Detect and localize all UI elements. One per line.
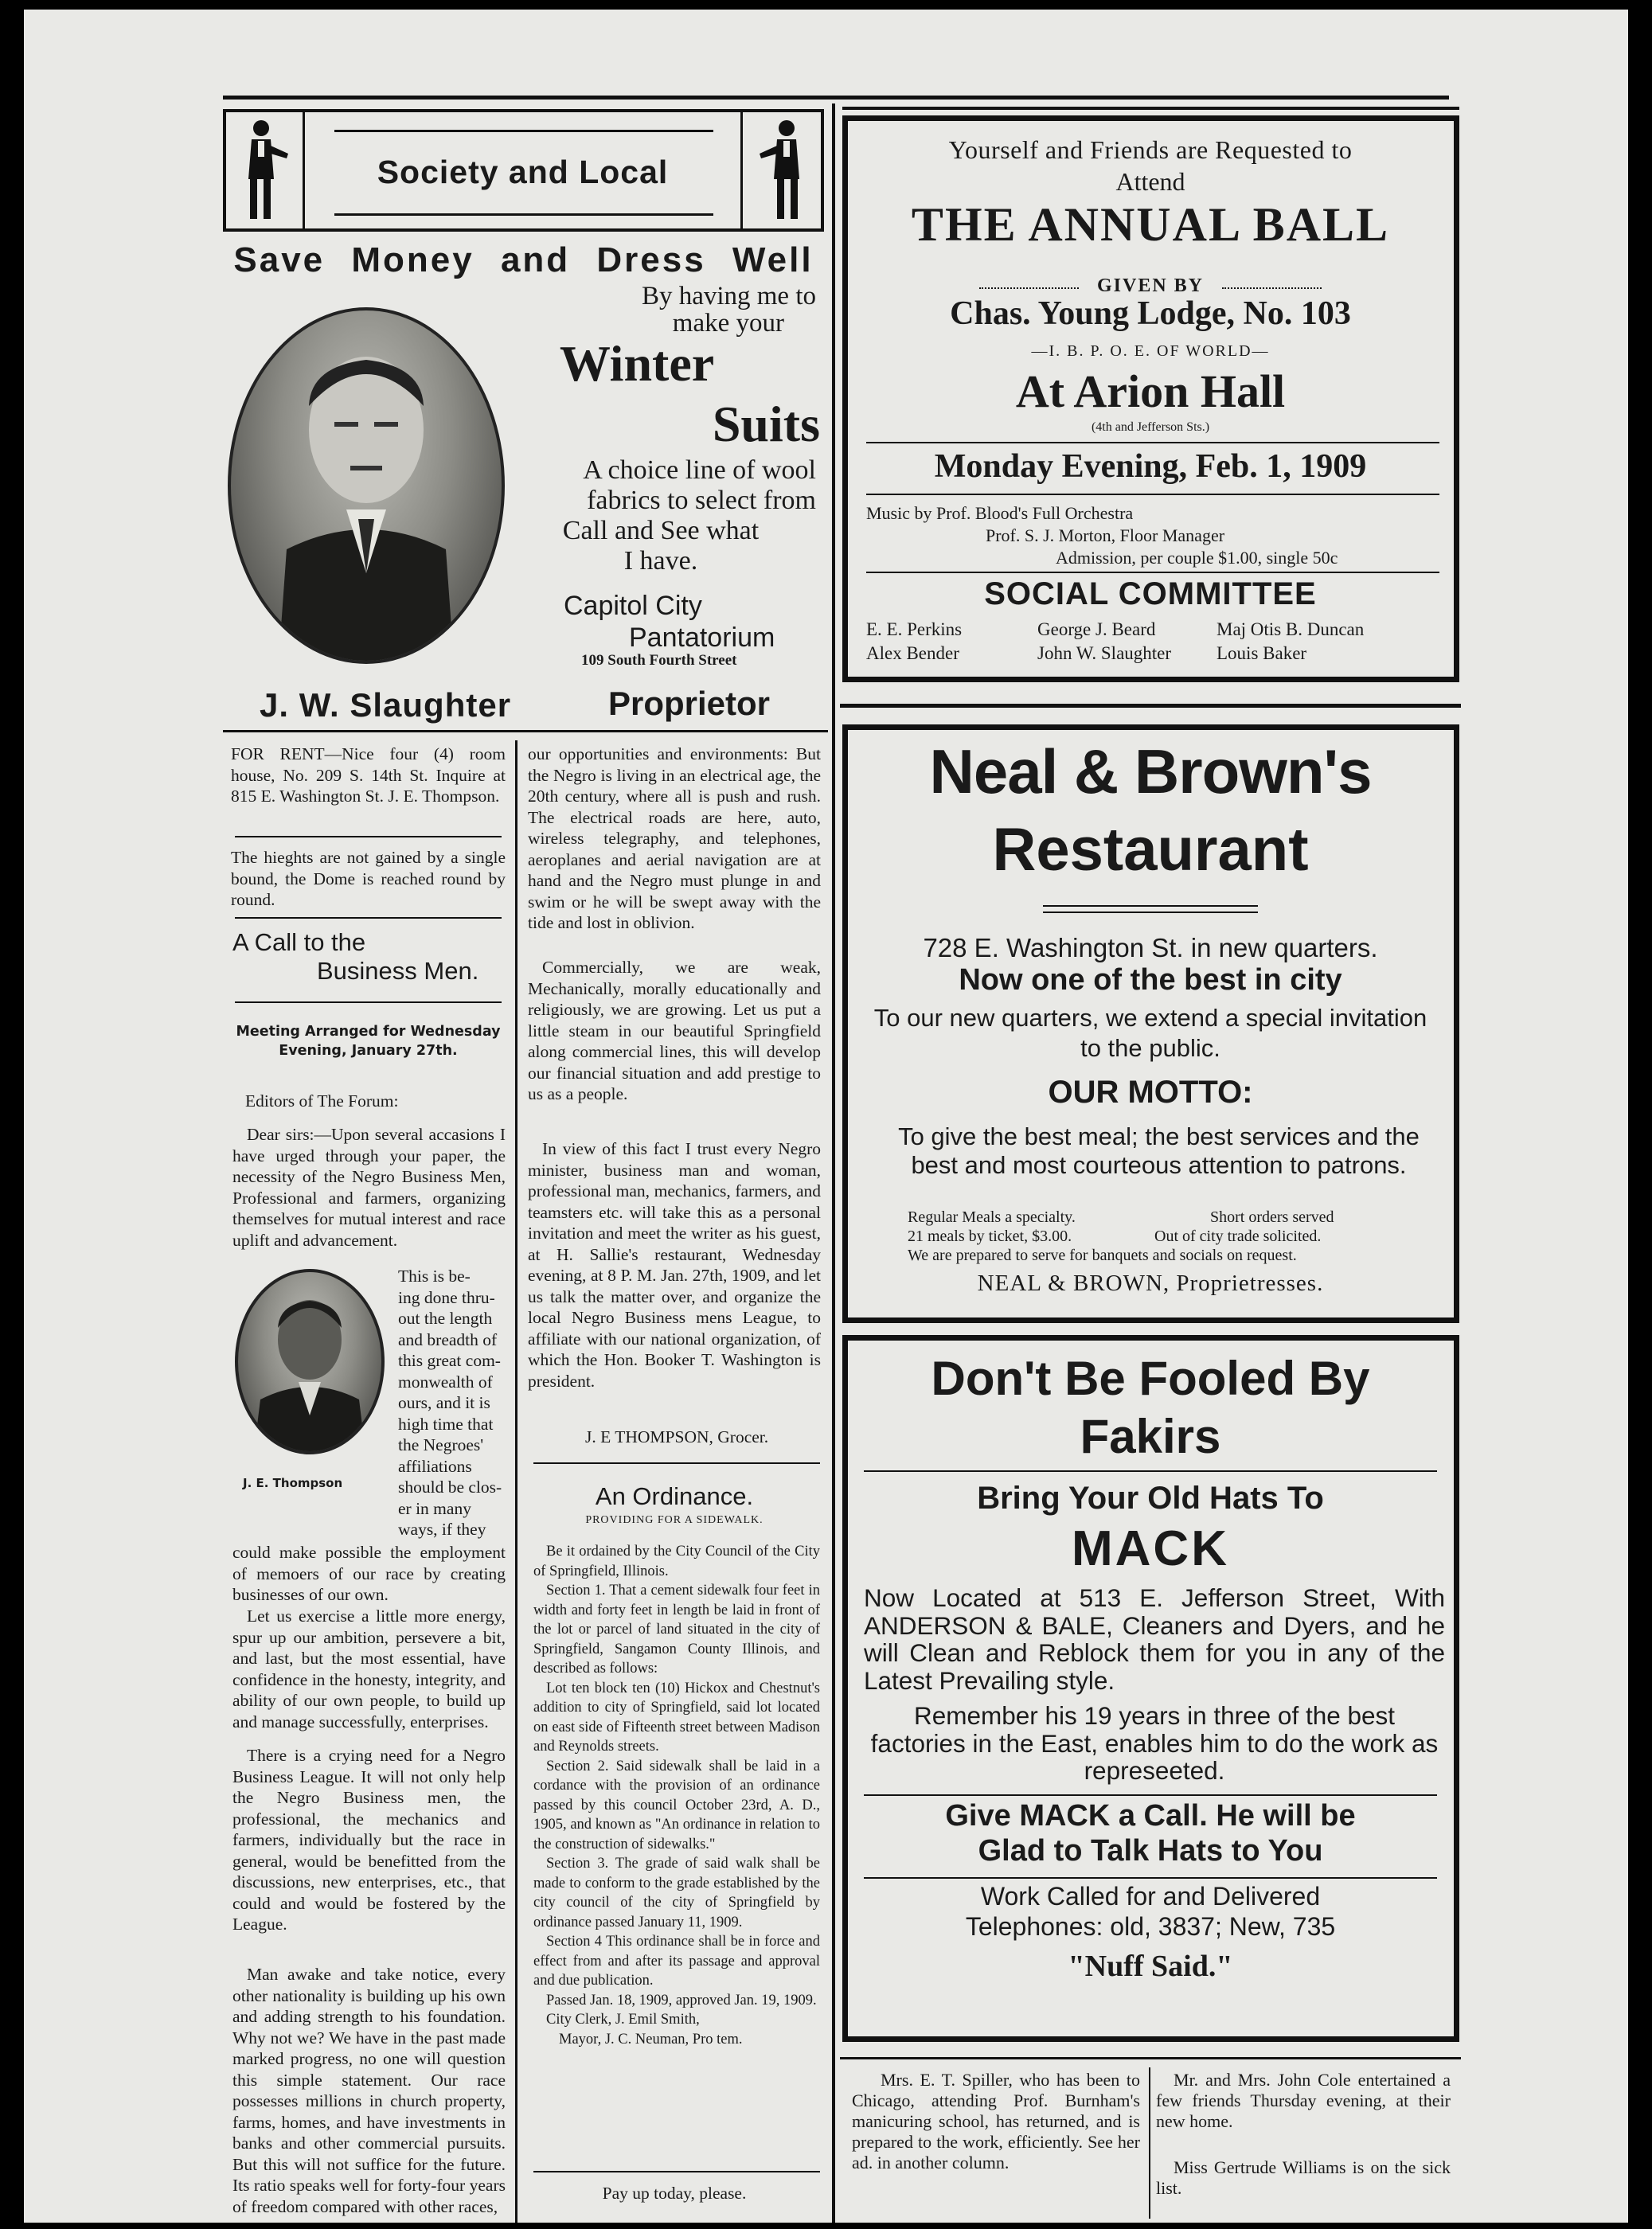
call-para3: Let us exercise a little more energy, spur up our ambition, persevere a bit, and last, but the most essential, have confidence in the honesty, integrity, and ability of our own people, to build up and manage successfully, enterprises. <box>232 1606 506 1731</box>
committee-member: George J. Beard <box>1037 619 1156 639</box>
given-by: GIVEN BY <box>1096 275 1205 296</box>
thompson-caption: J. E. Thompson <box>243 1476 343 1490</box>
pantatorium-name2: Pantatorium <box>629 623 775 653</box>
ordinance-title: An Ordinance. <box>595 1482 754 1510</box>
local-cole: Mr. and Mrs. John Cole entertained a few friends Thursday evening, at their new home. <box>1156 2070 1451 2131</box>
ball-admission: Admission, per couple $1.00, single 50c <box>1056 548 1338 568</box>
winter-heading: Winter <box>559 335 715 392</box>
ball-music: Music by Prof. Blood's Full Orchestra <box>866 503 1134 523</box>
committee-member: Maj Otis B. Duncan <box>1217 619 1365 639</box>
wrap-line: This is be- <box>398 1267 471 1286</box>
ball-invite-line1: Yourself and Friends are Requested to <box>948 135 1353 164</box>
ordinance-paragraph: Section 4 This ordinance shall be in force and effect from and after its passage and approval and due publication. <box>533 1934 820 1989</box>
society-title: Society and Local <box>377 154 669 190</box>
committee-member: Alex Bender <box>866 643 959 663</box>
mack-bring: Bring Your Old Hats To <box>977 1481 1324 1516</box>
pantatorium-description <box>506 455 816 576</box>
pantatorium-desc-line: A choice line of wool <box>583 455 816 485</box>
locals-rule <box>1149 2067 1150 2219</box>
ordinance-paragraph: Mayor, J. C. Neuman, Pro tem. <box>559 2031 743 2047</box>
call-para1: Dear sirs:—Upon several accasions I have urged through your paper, the necessity of the Negro Business Men, Professional and farmers, organizing themselves for mutual interest and race uplift and advancement. <box>232 1125 506 1250</box>
restaurant-invitation: To our new quarters, we extend a special invitation to the public. <box>873 1004 1427 1062</box>
restaurant-title2: Restaurant <box>992 816 1309 884</box>
newspaper-page <box>24 10 1628 2223</box>
ordinance-paragraph: Section 1. That a cement sidewalk four feet in width and forty feet in length be laid in front of the lot or parcel of land situated in the city of Springfield, Sangamon County Illinois, and described as follows: <box>533 1583 820 1677</box>
call-continued-para1: our opportunities and environments: But the Negro is living in an electrical age, the 20th century, where all is push and rush. The electrical roads are here, auto, wireless telegraphy, and telephones, aeroplanes and aerial navigation are at hand and the Negro must plunge in and swim or he will be swept away with the tide and lost in oblivion. <box>528 744 821 932</box>
local-spiller: Mrs. E. T. Spiller, who has been to Chicago, attending Prof. Burnham's manicuring school, has returned, and is prepared to the work, efficiently. See her ad. in another column. <box>852 2070 1140 2172</box>
section-rule <box>223 730 828 732</box>
ordinance-body <box>533 1542 820 2049</box>
hall-name: At Arion Hall <box>1015 365 1286 417</box>
column-rule <box>832 103 835 2223</box>
column-rule <box>515 740 517 2223</box>
meeting-subhead <box>227 1022 510 1060</box>
slaughter-portrait <box>228 307 505 664</box>
pantatorium-name1: Capitol City <box>564 591 702 621</box>
top-rule <box>223 96 1449 100</box>
ordinance-paragraph: Passed Jan. 18, 1909, approved Jan. 19, 1909. <box>546 1992 817 2008</box>
wrap-line: and breadth of <box>398 1329 498 1349</box>
mack-location: Now Located at 513 E. Jefferson Street, With ANDERSON & BALE, Cleaners and Dyers, and he will Clean and Reblock them for you in any of the Latest Prevailing style. <box>864 1583 1445 1695</box>
lodge-name: Chas. Young Lodge, No. 103 <box>950 295 1351 332</box>
society-header <box>223 109 824 232</box>
meal-tickets: 21 meals by ticket, $3.00. <box>908 1228 1072 1245</box>
wrap-text <box>398 1266 506 1540</box>
pantatorium-headline: Save Money and Dress Well <box>233 240 814 279</box>
local-williams: Miss Gertrude Williams is on the sick list. <box>1156 2157 1451 2198</box>
mack-title2: Fakirs <box>1080 1410 1221 1463</box>
ball-title: THE ANNUAL BALL <box>911 198 1390 251</box>
waiter-left-icon <box>237 117 293 224</box>
given-by-row <box>979 275 1322 296</box>
ordinance-paragraph: Be it ordained by the City Council of the City of Springfield, Illinois. <box>533 1544 820 1579</box>
call-continued-para3: In view of this fact I trust every Negro minister, business man and woman, professional man, mechanics, farmers, and teamsters etc. will take this as a personal invitation and meet the writer as his guest, at H. Sallie's restaurant, Wednesday evening, at 8 P. M. Jan. 27th, 1909, and let us talk the matter over, and organize the local Negro Business mens League, to affiliate with our national organization, of which the Hon. Booker T. Washington is president. <box>528 1139 821 1391</box>
wrap-line: should be clos- <box>398 1478 502 1497</box>
wrap-line: ing done thru- <box>398 1287 495 1307</box>
ordinance-paragraph: Section 3. The grade of said walk shall be made to conform to the grade established by the city council of the city of Springfield by ordinance passed January 11, 1909. <box>533 1856 820 1930</box>
mack-remember: Remember his 19 years in three of the best factories in the East, enables him to do the work as represeeted. <box>870 1701 1439 1785</box>
ball-date: Monday Evening, Feb. 1, 1909 <box>934 448 1367 485</box>
committee-member: E. E. Perkins <box>866 619 963 639</box>
call-para4: There is a crying need for a Negro Business League. It will not only help the Negro Business men, the professional, the mechanics and farmers, individually but the race in general, would be benefitted from the discussions, new enterprises, etc., that could and would be fostered by the League. <box>232 1746 506 1934</box>
short-orders: Short orders served <box>1210 1208 1334 1226</box>
committee-member: John W. Slaughter <box>1037 643 1172 663</box>
mack-work: Work Called for and Delivered <box>980 1882 1321 1911</box>
heights-quote: The hieghts are not gained by a single bound, the Dome is reached round by round. <box>231 848 506 909</box>
editors-salutation: Editors of The Forum: <box>245 1091 399 1111</box>
pantatorium-address: 109 South Fourth Street <box>581 652 737 669</box>
thompson-signature: J. E THOMPSON, Grocer. <box>585 1427 769 1446</box>
meeting-line: Meeting Arranged for Wednesday <box>236 1024 501 1040</box>
call-title-line1: A Call to the <box>232 928 366 956</box>
proprietor-title: Proprietor <box>608 685 771 722</box>
ordinance-paragraph: City Clerk, J. Emil Smith, <box>546 2012 700 2028</box>
proprietor-name: J. W. Slaughter <box>260 686 512 724</box>
wrap-line: out the length <box>398 1309 493 1328</box>
pantatorium-desc-line: Call and See what <box>562 516 760 545</box>
motto-text: To give the best meal; the best services and the best and most courteous attention to patrons. <box>898 1122 1420 1179</box>
mack-title1: Don't Be Fooled By <box>931 1352 1370 1405</box>
mack-phones: Telephones: old, 3837; New, 735 <box>965 1912 1336 1941</box>
wrap-line: monwealth of <box>398 1372 493 1392</box>
ball-invite-line2: Attend <box>1115 167 1185 196</box>
pantatorium-desc-line: I have. <box>623 546 698 576</box>
wrap-line: ways, if they <box>398 1520 486 1539</box>
regular-meals: Regular Meals a specialty. <box>908 1208 1076 1226</box>
mack-call1: Give MACK a Call. He will be <box>945 1799 1356 1833</box>
pantatorium-desc-line: fabrics to select from <box>587 486 816 515</box>
banquets: We are prepared to serve for banquets and socials on request. <box>908 1247 1297 1264</box>
restaurant-address: 728 E. Washington St. in new quarters. <box>923 933 1378 962</box>
call-title-line2: Business Men. <box>317 957 479 985</box>
committee-title: SOCIAL COMMITTEE <box>984 576 1317 611</box>
wrap-line: er in many <box>398 1498 471 1518</box>
committee-member: Louis Baker <box>1217 643 1307 663</box>
pantatorium-line1: By having me to <box>641 282 816 310</box>
lodge-order: —I. B. P. O. E. OF WORLD— <box>1031 342 1270 360</box>
wrap-line: ours, and it is <box>398 1393 490 1412</box>
ball-floor-manager: Prof. S. J. Morton, Floor Manager <box>986 525 1225 545</box>
wrap-line: the Negroes' <box>398 1435 484 1454</box>
meeting-line: Evening, January 27th. <box>279 1043 458 1059</box>
restaurant-title1: Neal & Brown's <box>929 736 1372 806</box>
restaurant-proprietresses: NEAL & BROWN, Proprietresses. <box>977 1271 1324 1296</box>
mack-nuff-said: "Nuff Said." <box>1068 1950 1233 1983</box>
pantatorium-ad <box>223 240 824 726</box>
motto-title: OUR MOTTO: <box>1048 1075 1253 1110</box>
suits-heading: Suits <box>712 396 820 452</box>
trade-solicited: Out of city trade solicited. <box>1154 1228 1322 1245</box>
call-continued-para2: Commercially, we are weak, Mechanically, morally educationally and religiously, we are growing. Let us put a little steam in our beautiful Springfield along commercial lines, this will develop our financial situation and add prestige to us as a people. <box>528 958 821 1103</box>
wrap-line: high time that <box>398 1414 494 1434</box>
ordinance-paragraph: Lot ten block ten (10) Hickox and Chestnut's addition to city of Springfield, said lot located on east side of Fifteenth street between Madison and Reynolds streets. <box>533 1680 820 1755</box>
for-rent-notice: FOR RENT—Nice four (4) room house, No. 209 S. 14th St. Inquire at 815 E. Washington St. J. E. Thompson. <box>231 744 506 806</box>
call-para2: could make possible the employment of memoers of our race by creating businesses of our own. <box>232 1543 506 1604</box>
waiter-right-icon <box>755 117 810 224</box>
mack-name: MACK <box>1072 1521 1229 1576</box>
wrap-line: this great com- <box>398 1351 501 1370</box>
mack-call2: Glad to Talk Hats to You <box>978 1834 1323 1868</box>
pantatorium-line2: make your <box>672 309 784 338</box>
wrap-line: affiliations <box>398 1456 472 1476</box>
thompson-portrait <box>235 1269 385 1454</box>
ordinance-subtitle: PROVIDING FOR A SIDEWALK. <box>585 1514 764 1526</box>
call-para5: Man awake and take notice, every other nationality is building up his own and adding strength to his foundation. Why not we? We have in the past made marked progress, no one will question this simple statement. Our race possesses millions in church property, farms, homes, and have investments in banks and other commercial pursuits. But this will not suffice for the future. Its ratio speaks well for forty-four years of freedom compared with other races, <box>232 1965 506 2216</box>
restaurant-best: Now one of the best in city <box>959 963 1342 997</box>
ordinance-paragraph: Section 2. Said sidewalk shall be laid in a cordance with the provision of an ordinance passed by this council October 23rd, A. D., 1905, and known as "An ordinance in relation to the construction of sidewalks." <box>533 1758 820 1852</box>
pay-up-notice: Pay up today, please. <box>602 2184 747 2203</box>
hall-address: (4th and Jefferson Sts.) <box>1091 420 1210 434</box>
